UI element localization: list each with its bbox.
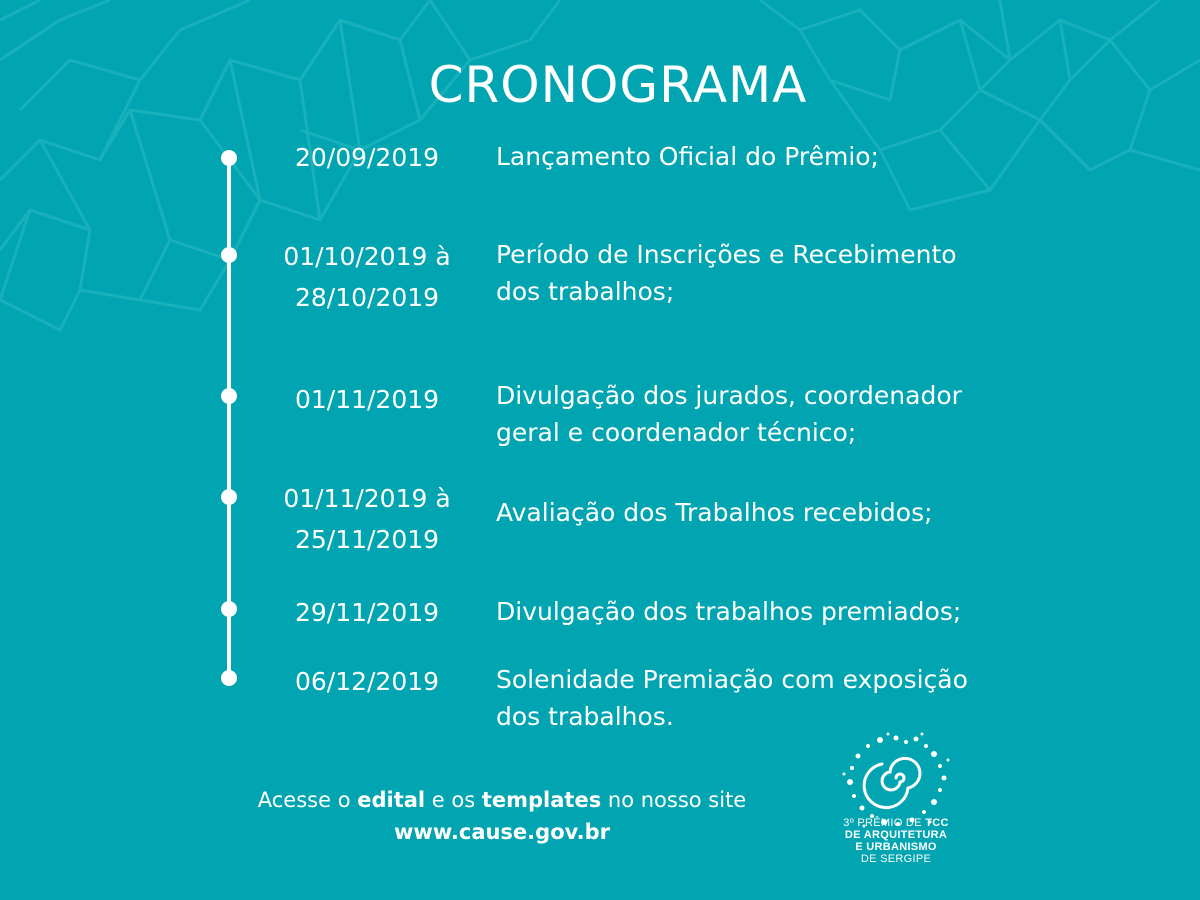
footer-text: Acesse o edital e os templates no nosso site: [257, 788, 747, 812]
event-date: 29/11/2019: [294, 598, 440, 627]
event-description: Lançamento Oficial do Prêmio;: [496, 142, 879, 171]
event-date: 01/11/2019: [294, 385, 440, 414]
logo-caption-line3: E URBANISMO: [855, 841, 937, 853]
event-date: 06/12/2019: [294, 667, 440, 696]
timeline-dot: [221, 601, 237, 617]
event-date: 01/10/2019 à 28/10/2019: [283, 242, 451, 312]
spiral-logo-icon: [836, 730, 956, 900]
event-date: 01/11/2019 à 25/11/2019: [283, 484, 451, 554]
timeline-dot: [221, 388, 237, 404]
templates-link[interactable]: templates: [481, 788, 602, 812]
timeline-dot: [221, 489, 237, 505]
logo-caption-line1: 3º PRÊMIO DE TCC: [843, 817, 949, 829]
event-description: Divulgação dos trabalhos premiados;: [496, 597, 962, 626]
timeline-dot: [221, 247, 237, 263]
site-url-link[interactable]: www.cause.gov.br: [394, 820, 610, 844]
event-description: Período de Inscrições e Recebimento dos trabalhos;: [496, 240, 957, 306]
logo-caption-line2: DE ARQUITETURA: [844, 829, 948, 841]
timeline-dot: [221, 150, 237, 166]
logo-caption-line4: DE SERGIPE: [860, 853, 932, 865]
event-description: Divulgação dos jurados, coordenador geral e coordenador técnico;: [496, 381, 962, 447]
timeline-line: [227, 156, 231, 678]
page-title: CRONOGRAMA: [428, 56, 808, 114]
timeline-dot: [221, 670, 237, 686]
event-date: 20/09/2019: [294, 143, 440, 172]
edital-link[interactable]: edital: [357, 788, 426, 812]
event-description: Solenidade Premiação com exposição dos trabalhos.: [496, 665, 968, 731]
event-description: Avaliação dos Trabalhos recebidos;: [496, 498, 933, 527]
